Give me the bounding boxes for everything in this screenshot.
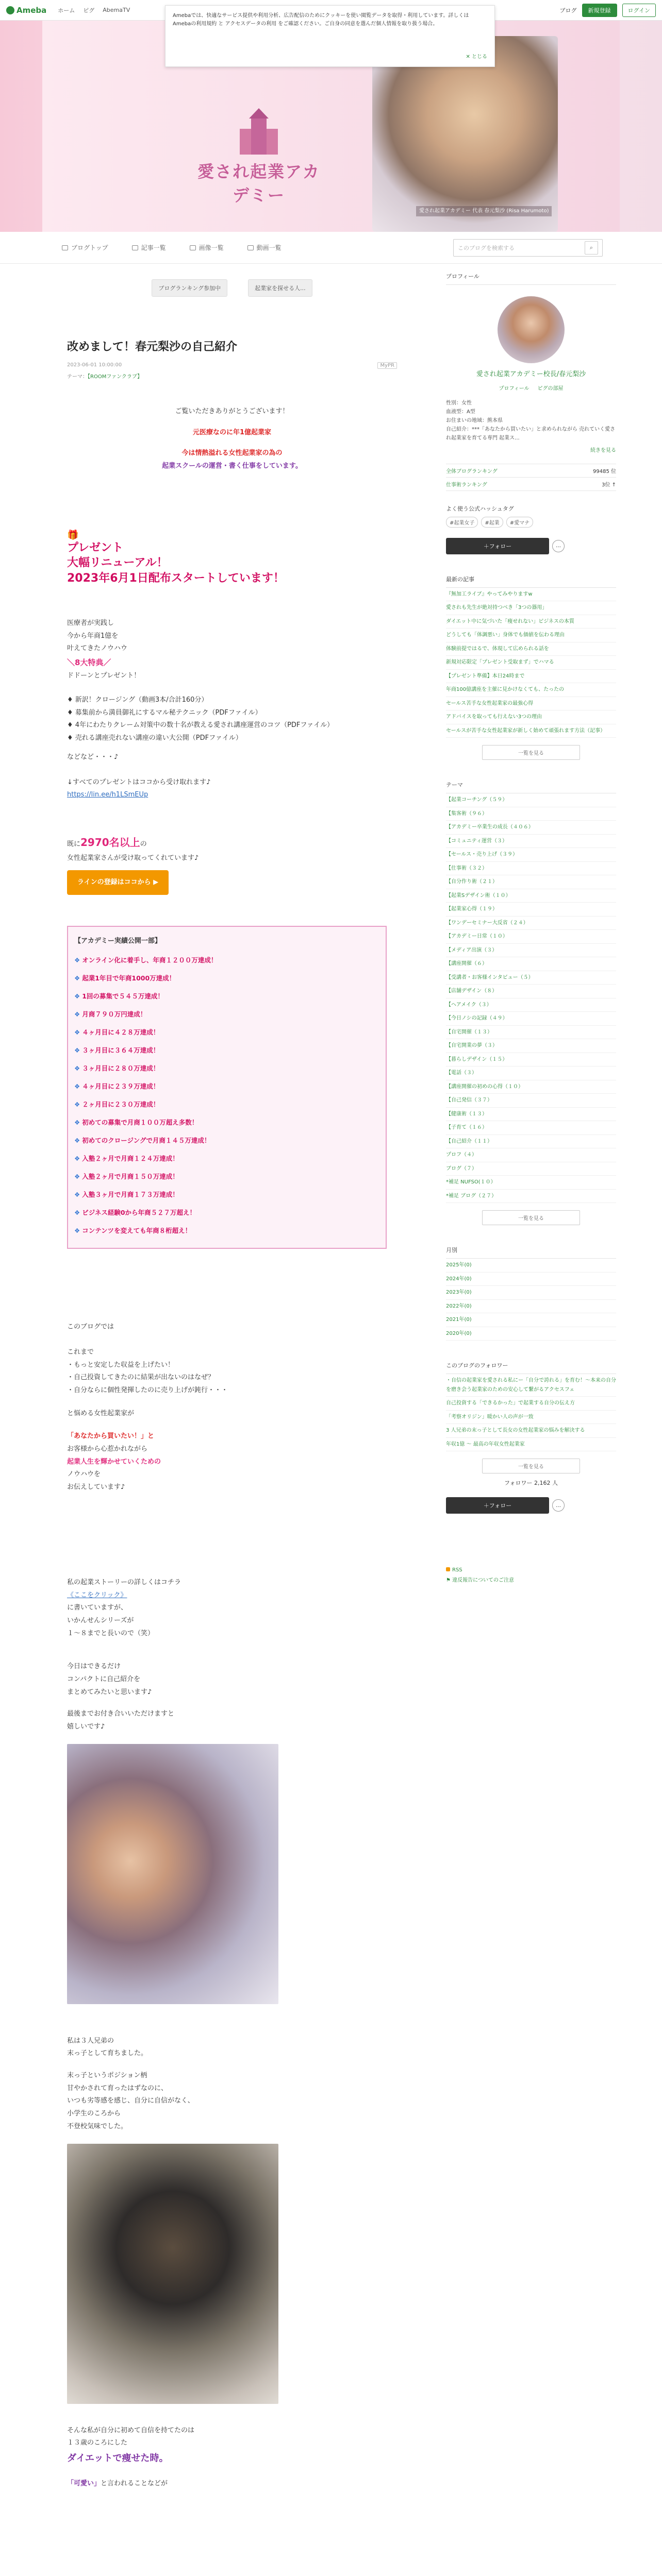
result-row: ❖ ３ヶ月目に２８０万達成！ <box>74 1064 160 1073</box>
result-row: ❖ ４ヶ月目に４２８万達成！ <box>74 1028 160 1037</box>
ameba-topbar <box>0 0 662 60</box>
top-nav-home[interactable]: ホーム <box>58 7 75 14</box>
text-line: 今日はできるだけ <box>67 1663 121 1671</box>
line-url-link[interactable]: https://lin.ee/h1LSmEUp <box>67 791 148 799</box>
text-line: と悩める女性起業家が <box>67 1409 135 1417</box>
theme-link[interactable]: ブログ（７） <box>446 1162 616 1176</box>
text-line: 今から年商1億を <box>67 632 119 640</box>
latest-post-link[interactable]: 年商100億講座を主催に見かけなくても、たったの <box>446 683 616 697</box>
offer-block <box>67 617 397 802</box>
latest-post-link[interactable]: 『無加工ライブ』やってみやりますw <box>446 588 616 602</box>
more-options-icon[interactable]: … <box>552 1499 565 1512</box>
theme-link[interactable]: 【店舗デザイン（８） <box>446 985 616 998</box>
text-line: ドドーンとプレゼント！ <box>67 672 141 680</box>
intro-block <box>67 405 397 473</box>
diamond-icon: ❖ <box>74 1155 82 1163</box>
text-line: １３歳のころにした <box>67 2439 128 2447</box>
result-row: ❖ ビジネス経験0から年商５２７万超え！ <box>74 1209 196 1217</box>
result-row: ❖ 入塾３ヶ月で月商１７３万達成！ <box>74 1191 179 1199</box>
theme-link[interactable]: 【講座開催の初めの心得（１０） <box>446 1080 616 1094</box>
diamond-icon: ❖ <box>74 1191 82 1199</box>
profile-link[interactable]: プロフィール <box>499 385 529 392</box>
gift-item: ♦ 4年にわたりクレーム対策中の数十名が教える愛され講座運営のコツ（PDFファイル） <box>67 721 334 730</box>
theme-link[interactable]: 【ワンデーセミナー大反省（２４） <box>446 917 616 930</box>
gift-item: ♦ 募集前から満員御礼にするマル秘テクニック（PDFファイル） <box>67 708 262 717</box>
profile-heading: プロフィール <box>446 272 616 285</box>
text-line: に書いていますが、 <box>67 1604 128 1612</box>
latest-post-link[interactable]: セールスが苦手な女性起業家が新しく始めて頑張れます方法（記事） <box>446 724 616 738</box>
month-link[interactable]: 2025年(0) <box>446 1259 616 1273</box>
text-line: まとめてみたいと思います♪ <box>67 1688 152 1696</box>
ranking-value: 3位 ↑ <box>602 482 616 488</box>
search-entrepreneur-button[interactable]: 起業家を探せる人... <box>248 279 312 297</box>
nav-blog-top[interactable]: ブログトップ <box>62 243 108 252</box>
ameba-logo-text: Ameba <box>16 5 47 15</box>
count-block: 既に2970名以上の 女性起業家さんが受け取ってくれています♪ ラインの登録はココから ▶ <box>67 833 397 895</box>
castle-icon <box>236 113 282 155</box>
profile-info: 性別：女性 血液型：A型 お住まいの地域：熊本県 自己紹介：***「あなたから買いたい」と求められながら 売れていく愛され起業家を育てる専門 起業ス... <box>446 400 616 441</box>
closing-block <box>67 1321 397 1494</box>
result-row: ❖ ２ヶ月目に２３０万達成！ <box>74 1100 160 1109</box>
theme-link[interactable]: 【集客術（９６） <box>446 807 616 821</box>
headline-red-2: 今は情熱溢れる女性起業家の為の <box>181 449 283 457</box>
text-line: ↓すべてのプレゼントはココから受け取れます♪ <box>67 778 211 786</box>
text-line: 女性起業家さんが受け取ってくれています♪ <box>67 854 199 862</box>
followers-heading: このブログのフォロワー <box>446 1361 616 1374</box>
theme-link[interactable]: 【コミュニティ運営（３） <box>446 835 616 849</box>
theme-link[interactable]: 【セールス・売り上げ（３９） <box>446 848 616 862</box>
theme-link[interactable]: 【ヘアメイク（３） <box>446 998 616 1012</box>
diamond-icon: ❖ <box>74 1173 82 1181</box>
story-link[interactable]: 《ここをクリック》 <box>67 1591 127 1599</box>
latest-post-link[interactable]: 新規対応限定「プレゼント受取まず」でハマる <box>446 656 616 670</box>
result-row: ❖ 初めての募集で月商１００万超え多数！ <box>74 1118 198 1127</box>
text-line: いかんせんシリーズが <box>67 1616 134 1624</box>
story-block: 私の起業ストーリーの詳しくはコチラ 《ここをクリック》 に書いていますが、 いかんせんシリーズが １～８までと長いので（笑） 今日はできるだけ コンパクトに自己紹介を まとめてみたいと思います♪ 最後までお付き合いいただけますと 嬉しいです♪ 私は３人兄弟の 末っ子として育ちました。 末っ子というポジション柄 甘やかされて育ったはずなのに、 いつも劣等感を感じ、自分に自信がなく、 小学生のころから 不登校気味でした。 そんな私が自分に初めて自信を持てたのは １３歳のころにした ダイエットで痩せた時。 「可愛い」と言われることなどが <box>67 1577 397 2490</box>
latest-more-button[interactable]: 一覧を見る <box>482 745 580 760</box>
result-row: ❖ 起業1年目で年商1000万達成！ <box>74 974 176 982</box>
result-row: ❖ コンテンツを変えても年商８桁超え！ <box>74 1227 192 1235</box>
ranking-table <box>446 464 616 491</box>
text-line: 甘やかされて育ったはずなのに、 <box>67 2084 168 2092</box>
diamond-icon: ❖ <box>74 1028 82 1037</box>
login-button[interactable]: ログイン <box>622 4 656 17</box>
count-highlight: 2970名以上 <box>80 836 140 849</box>
text-line: 嬉しいです♪ <box>67 1723 105 1731</box>
renewal-line-2: 2023年6月1日配布スタートしています！ <box>67 572 285 585</box>
cookie-text: Amebaでは、快適なサービス提供や利用分析、広告配信のためにクッキーを使い閲覧データを取得・利用しています。詳しくは Amebaの利用規約 と アクセスデータの利用 をご確認ください。ご自身の同意を選んだ個人情報を取り扱う場合。 <box>173 13 469 27</box>
list-icon <box>132 245 138 250</box>
text-line: いつも劣等感を感じ、自分に自信がなく、 <box>67 2097 194 2105</box>
gift-item: ♦ 売れる講座売れない講座の違い大公開（PDFファイル） <box>67 734 242 742</box>
result-row: ❖ オンライン化に着手し、年商１２００万達成！ <box>74 956 218 964</box>
special-text: ＼8大特典／ <box>67 657 111 667</box>
text-line: ノウハウを <box>67 1470 101 1479</box>
follower-link[interactable]: 自己投資する「できるかった」で起業する自分の伝え方 <box>446 1397 616 1411</box>
theme-link[interactable]: 【メディア出演（３） <box>446 944 616 958</box>
rss-link[interactable]: RSS <box>446 1565 616 1575</box>
ameba-logo[interactable] <box>6 6 46 15</box>
diamond-icon: ❖ <box>74 1046 82 1055</box>
article-theme: テーマ：【ROOMファンクラブ】 <box>67 374 143 380</box>
text-line: 小学生のころから <box>67 2110 121 2118</box>
quote-pink: 起業人生を輝かせていくための <box>67 1458 161 1466</box>
diamond-icon: ❖ <box>74 974 82 982</box>
month-link[interactable]: 2021年(0) <box>446 1313 616 1327</box>
theme-link[interactable]: *補足 NUFSO(１０） <box>446 1176 616 1190</box>
article-badge: MyPR <box>377 362 397 369</box>
theme-link[interactable]: *補足 ブログ（２７） <box>446 1190 616 1204</box>
report-link[interactable]: ⚑ 違反報告についてのご注意 <box>446 1578 514 1583</box>
present-label: プレゼント <box>67 541 124 554</box>
latest-post-link[interactable]: 【プレゼント準備】本日24時まで <box>446 670 616 684</box>
result-row: ❖ 初めてのクロージングで月商１４５万達成！ <box>74 1137 211 1145</box>
brand-title: 愛され起業アカデミー <box>197 162 320 205</box>
text-line: お客様から心惹かれながら <box>67 1445 148 1453</box>
diamond-icon: ❖ <box>74 1209 82 1217</box>
diamond-icon: ❖ <box>74 992 82 1001</box>
text-line: 私の起業ストーリーの詳しくはコチラ <box>67 1578 181 1586</box>
text-line: 末っ子というポジション柄 <box>67 2072 147 2080</box>
gift-item: ♦ 新訳！クロージング（動画3本/合計160分） <box>67 696 208 704</box>
more-options-icon[interactable]: … <box>552 540 565 552</box>
diamond-icon: ❖ <box>74 1227 82 1235</box>
brand-logo <box>197 113 321 206</box>
top-nav-pigg[interactable]: ピグ <box>83 7 95 14</box>
text-line: 私は３人兄弟の <box>67 2037 114 2045</box>
diamond-icon: ❖ <box>74 1064 82 1073</box>
article-date: 2023-06-01 10:00:00 <box>67 362 122 368</box>
theme-link[interactable]: 【自宅開業の夢（３） <box>446 1039 616 1053</box>
quote-red: 「あなたから買いたい！」と <box>67 1432 155 1440</box>
text-line: ・もっと安定した収益を上げたい！ <box>67 1361 175 1369</box>
cookie-close-button[interactable]: ✕ とじる <box>466 54 487 60</box>
nav-entries[interactable]: 記事一覧 <box>132 243 166 252</box>
top-nav-abema[interactable]: AbemaTV <box>103 7 130 13</box>
latest-post-link[interactable]: 体験前提ではるで、体現して広められる話を <box>446 642 616 656</box>
monthly-heading: 月別 <box>446 1246 616 1259</box>
diamond-icon: ❖ <box>74 1010 82 1019</box>
latest-post-link[interactable]: ダイエット中に気づいた「痩せれない」ビジネスの本質 <box>446 615 616 629</box>
result-row: ❖ 1回の募集で５４５万達成！ <box>74 992 164 1001</box>
headline-red: 元医療なのに年1億起業家 <box>192 428 272 436</box>
hashtag-chip[interactable]: #愛マナ <box>506 517 533 528</box>
theme-link[interactable]: 【受講者・お客様インタビュー（５） <box>446 971 616 985</box>
diamond-icon: ❖ <box>74 1082 82 1091</box>
themes-more-button[interactable]: 一覧を見る <box>482 1210 580 1225</box>
text-line: ・自分ならに個性発揮したのに売り上げが鈍行・・・ <box>67 1386 228 1394</box>
profile-name[interactable]: 愛され起業アカデミー校長/春元梨沙 <box>476 370 586 378</box>
signup-button[interactable]: 新規登録 <box>582 4 617 17</box>
theme-link[interactable]: 【アカデミー卒業生の成長（４０６） <box>446 821 616 835</box>
diamond-icon: ❖ <box>74 1137 82 1145</box>
diet-highlight: ダイエットで痩せた時。 <box>67 2452 169 2464</box>
text-line: ・自己投資してきたのに結果が出ないのはなぜ？ <box>67 1374 215 1382</box>
ranking-label[interactable]: 仕事術ランキング <box>446 482 487 488</box>
video-icon <box>247 245 254 250</box>
hashtags-heading: よく使う公式ハッシュタグ <box>446 505 514 512</box>
portrait-caption: 愛され起業アカデミー 代表 春元梨沙 (Risa Harumoto) <box>416 206 552 216</box>
home-icon <box>62 245 68 250</box>
theme-link[interactable]: 【今日ノシの記録（４９） <box>446 1012 616 1026</box>
camera-icon <box>190 245 196 250</box>
theme-link[interactable]: プロフ（４） <box>446 1148 616 1162</box>
sidebar <box>446 264 616 2490</box>
theme-link[interactable]: 【アカデミー日常（１０） <box>446 930 616 944</box>
result-row: ❖ ３ヶ月目に３６４万達成！ <box>74 1046 160 1055</box>
hashtag-chip[interactable]: #起業女子 <box>446 517 478 528</box>
month-link[interactable]: 2020年(0) <box>446 1327 616 1341</box>
text-line: 最後までお付き合いいただけますと <box>67 1710 175 1718</box>
ranking-value: 99485 位 <box>593 468 616 474</box>
theme-link[interactable]: 【自宅開催（１３） <box>446 1026 616 1040</box>
follower-link[interactable]: ・自信の起業家を愛される私にー「自分で誇れる」を育む！～本来の自分を磨き会う起業家のための安心して繋がるアクセスフェ <box>446 1374 616 1397</box>
latest-posts-heading: 最新の記事 <box>446 575 616 588</box>
latest-post-link[interactable]: アドバイスを取っても行えない3つの理由 <box>446 710 616 724</box>
text-line: お伝えしています♪ <box>67 1483 125 1492</box>
month-link[interactable]: 2022年(0) <box>446 1300 616 1314</box>
follower-link[interactable]: 「考察オリジン」暖かい人の声が一致 <box>446 1411 616 1425</box>
cookie-notice <box>165 5 495 67</box>
result-row: ❖ 月商７９０万円達成！ <box>74 1010 147 1019</box>
rss-icon <box>446 1567 450 1571</box>
theme-link[interactable]: 【電話（３） <box>446 1066 616 1080</box>
profile-more-link[interactable]: 続きを見る <box>590 447 616 453</box>
theme-link[interactable]: 【子育て（１６） <box>446 1121 616 1135</box>
article-photo-2 <box>67 2144 278 2404</box>
followers-more-button[interactable]: 一覧を見る <box>482 1459 580 1473</box>
latest-post-link[interactable]: どうしても「体調悪い」身体でも価値を伝わる理由 <box>446 629 616 642</box>
theme-link[interactable]: 【自己紹介（１１） <box>446 1135 616 1149</box>
present-block <box>67 530 397 586</box>
blog-nav <box>0 232 662 264</box>
cookie-close-label: とじる <box>472 54 487 60</box>
month-link[interactable]: 2023年(0) <box>446 1286 616 1300</box>
theme-link[interactable]: 【暮らしデザイン（１５） <box>446 1053 616 1067</box>
diamond-icon: ❖ <box>74 1118 82 1127</box>
pigg-room-link[interactable]: ピグの部屋 <box>537 385 564 392</box>
hashtag-chip[interactable]: #起業 <box>481 517 503 528</box>
article-title[interactable]: 改めまして！春元梨沙の自己紹介 <box>67 341 238 353</box>
theme-link[interactable]: 【起業Sデザイン術（１０） <box>446 889 616 903</box>
rss-block <box>446 1565 616 1586</box>
ameba-logo-icon <box>6 6 14 14</box>
theme-link[interactable]: 【起業家心得（１９） <box>446 903 616 917</box>
theme-link[interactable]: 【自分作り術（２１） <box>446 875 616 889</box>
text-line: などなど・・・♪ <box>67 753 119 761</box>
article-photo-1 <box>67 1744 278 2004</box>
academy-results-box <box>67 926 387 1249</box>
headline-purple: 起業スクールの運営・書く仕事をしています。 <box>162 462 302 470</box>
theme-link[interactable]: 【ROOMファンクラブ】 <box>88 374 143 380</box>
theme-link[interactable]: 【仕事術（３２） <box>446 862 616 876</box>
follow-button-bottom[interactable]: ＋フォロー <box>446 1497 549 1514</box>
result-row: ❖ 入塾２ヶ月で月商１５０万達成！ <box>74 1173 179 1181</box>
text-line: これまで <box>67 1348 94 1356</box>
renewal-line-1: 大幅リニューアル！ <box>67 556 168 570</box>
text-line: 叶えてきたノウハウ <box>67 645 128 653</box>
diamond-icon: ❖ <box>74 956 82 964</box>
gift-icon: 🎁 <box>67 529 79 540</box>
follow-button[interactable]: ＋フォロー <box>446 538 549 554</box>
followers-count: フォロワー 2,162 人 <box>504 1480 558 1486</box>
text-line: このブログでは <box>67 1323 114 1331</box>
ranking-label[interactable]: 全体ブログランキング <box>446 468 498 474</box>
text-line: 医療者が実践し <box>67 619 114 627</box>
text-line: 末っ子として育ちました。 <box>67 2049 148 2058</box>
result-row: ❖ ４ヶ月目に２３９万達成！ <box>74 1082 160 1091</box>
article-main <box>67 264 397 2490</box>
blog-link[interactable]: ブログ <box>559 7 577 14</box>
nav-videos[interactable]: 動画一覧 <box>247 243 282 252</box>
follower-link[interactable]: 年収1億 ～ 最高の年収女性起業家 <box>446 1438 616 1452</box>
latest-post-link[interactable]: セールス苦手な女性起業家の最強心得 <box>446 697 616 711</box>
text-line: そんな私が自分に初めて自信を持てたのは <box>67 2426 195 2434</box>
theme-link[interactable]: 【自己発信（３７） <box>446 1094 616 1108</box>
text-line: コンパクトに自己紹介を <box>67 1675 141 1683</box>
theme-link[interactable]: 【講座開催（６） <box>446 957 616 971</box>
text-line: １～８までと長いので（笑） <box>67 1629 155 1637</box>
theme-link[interactable]: 【健康術（１３） <box>446 1108 616 1122</box>
top-nav <box>58 6 130 14</box>
cute-highlight: 「可愛い」 <box>67 2480 101 2488</box>
result-row: ❖ 入塾２ヶ月で月商１２４万達成！ <box>74 1155 179 1163</box>
theme-link[interactable]: 【起業コーチング（５９） <box>446 793 616 807</box>
follower-link[interactable]: 3 人兄弟の末っ子として長女の女性起業家の悩みを解決する <box>446 1424 616 1438</box>
search-icon[interactable]: ⌕ <box>585 241 598 255</box>
diamond-icon: ❖ <box>74 1100 82 1109</box>
results-header: 【アカデミー実績公開一部】 <box>74 937 161 945</box>
line-register-button[interactable]: ラインの登録はココから ▶ <box>67 870 169 895</box>
nav-images[interactable]: 画像一覧 <box>190 243 224 252</box>
search-placeholder: このブログを検索する <box>458 244 515 251</box>
profile-avatar[interactable] <box>498 296 565 363</box>
month-link[interactable]: 2024年(0) <box>446 1273 616 1286</box>
thanks-text: ご覧いただきありがとうございます！ <box>175 408 289 415</box>
latest-post-link[interactable]: 愛されも先生が絶対持つべき「3つの器用」 <box>446 601 616 615</box>
text-line: 不登校気味でした。 <box>67 2122 128 2130</box>
blog-search-input[interactable] <box>453 239 603 257</box>
ranking-button[interactable]: ブログランキング参加中 <box>152 279 227 297</box>
themes-heading: テーマ <box>446 781 616 793</box>
